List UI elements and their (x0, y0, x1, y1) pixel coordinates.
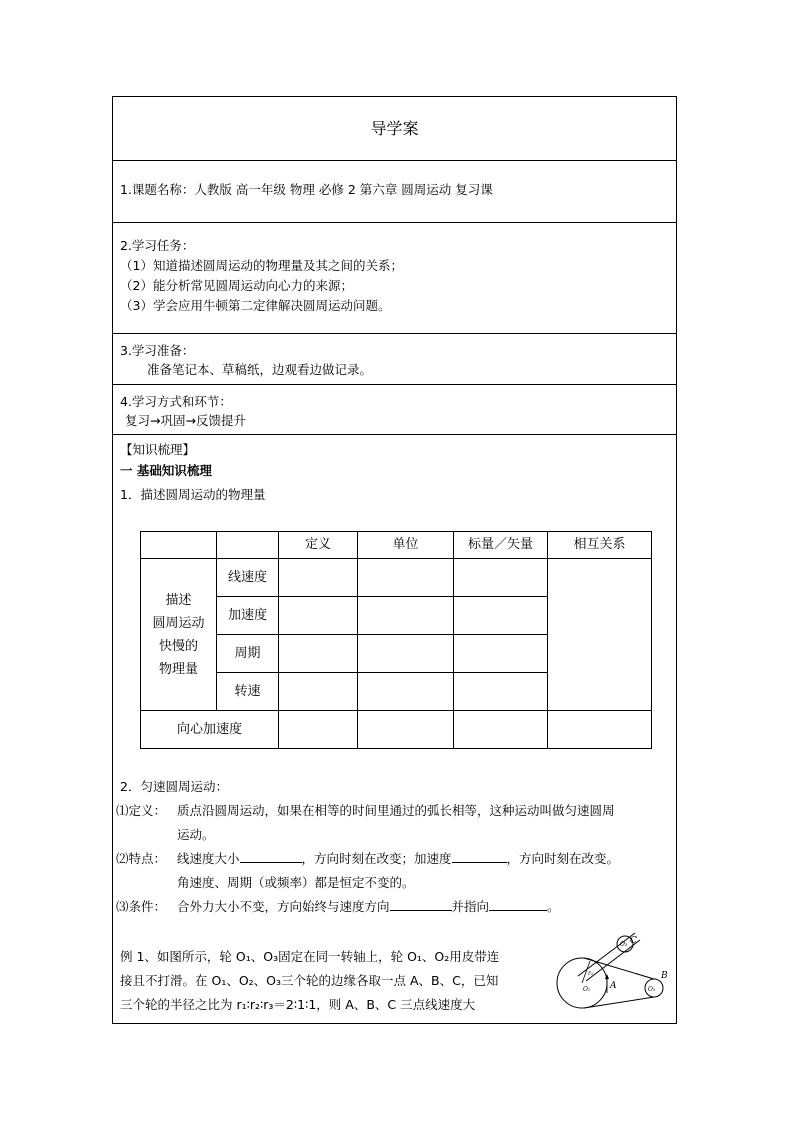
label-r1: r₁ (588, 970, 594, 977)
feature-text: 角速度、周期（或频率）都是恒定不变的。 (177, 875, 415, 890)
prep-heading: 3.学习准备： (120, 343, 195, 358)
answer-cell (358, 673, 454, 711)
relation-cell (548, 559, 652, 711)
answer-cell (358, 635, 454, 673)
definition-text: 运动。 (177, 827, 215, 842)
row-label: 周期 (217, 635, 279, 673)
condition-part: 并指向 (451, 899, 490, 914)
task-item: （2）能分析常见圆周运动向心力的来源； (120, 278, 353, 293)
row-label: 线速度 (217, 559, 279, 597)
knowledge-item-2: 2．匀速圆周运动： (120, 779, 228, 794)
tasks-row (113, 223, 676, 334)
feature-label: ⑵特点： (116, 851, 167, 866)
table-header: 定义 (279, 532, 358, 559)
answer-cell (454, 559, 548, 597)
label-o2: O₂ (648, 986, 656, 993)
condition-part: 合外力大小不变，方向始终与速度方向 (177, 899, 390, 914)
example-text: 接且不打滑。在 O₁、O₂、O₃三个轮的边缘各取一点 A、B、C，已知 (120, 973, 499, 988)
table-header: 相互关系 (548, 532, 652, 559)
feature-part: ，方向时刻在改变；加速度 (301, 851, 452, 866)
label-a: A (610, 981, 617, 991)
answer-blank[interactable] (240, 849, 302, 863)
group-label-line: 圆周运动 (152, 615, 205, 631)
feature-part: 线速度大小 (177, 851, 240, 866)
answer-cell (279, 711, 358, 749)
answer-cell (358, 597, 454, 635)
belt-line (584, 997, 654, 1008)
table-header: 标量／矢量 (454, 532, 548, 559)
label-b: B (661, 971, 668, 981)
course-line: 1.课题名称：人教版 高一年级 物理 必修 2 第六章 圆周运动 复习课 (120, 182, 493, 197)
method-row (113, 385, 676, 435)
answer-cell (548, 711, 652, 749)
method-text: 复习→巩固→反馈提升 (125, 413, 246, 428)
feature-part: ，方向时刻在改变。 (506, 851, 620, 866)
page-title: 导学案 (370, 119, 419, 138)
knowledge-item-1: 1．描述圆周运动的物理量 (120, 487, 266, 502)
answer-cell (279, 597, 358, 635)
answer-cell (454, 711, 548, 749)
worksheet-frame (112, 96, 677, 1024)
tasks-heading: 2.学习任务： (120, 238, 195, 253)
group-label-line: 快慢的 (158, 638, 198, 654)
pulley-diagram (550, 931, 672, 1011)
answer-cell (358, 559, 454, 597)
answer-cell (454, 597, 548, 635)
task-item: （3）学会应用牛顿第二定律解决圆周运动问题。 (120, 298, 391, 313)
answer-cell (358, 711, 454, 749)
label-o3: O₃ (620, 941, 628, 948)
course-row (113, 161, 676, 223)
knowledge-sub-heading: 一 基础知识梳理 (120, 463, 212, 478)
condition-part: 。 (547, 899, 560, 914)
knowledge-section-heading: 【知识梳理】 (120, 442, 196, 457)
answer-cell (454, 635, 548, 673)
example-text: 例 1、如图所示，轮 O₁、O₃固定在同一转轴上，轮 O₁、O₂用皮带连 (120, 949, 500, 964)
prep-row (113, 334, 676, 385)
group-label-cell (141, 559, 217, 711)
answer-cell (279, 673, 358, 711)
answer-blank[interactable] (452, 849, 507, 863)
title-row (113, 97, 676, 161)
quantities-table (140, 531, 652, 749)
label-o1: O₁ (583, 986, 591, 993)
row-label: 转速 (217, 673, 279, 711)
label-c: C (630, 936, 637, 946)
example-text: 三个轮的半径之比为 r₁∶r₂∶r₃＝2∶1∶1，则 A、B、C 三点线速度大 (120, 997, 476, 1012)
condition-text (177, 897, 560, 916)
answer-cell (279, 635, 358, 673)
table-header: 单位 (358, 532, 454, 559)
prep-text: 准备笔记本、草稿纸，边观看边做记录。 (147, 362, 373, 377)
definition-text: 质点沿圆周运动，如果在相等的时间里通过的弧长相等，这种运动叫做匀速圆周 (177, 803, 615, 818)
answer-blank[interactable] (489, 897, 547, 911)
table-corner (217, 532, 279, 559)
row-label: 加速度 (217, 597, 279, 635)
condition-label: ⑶条件： (116, 899, 167, 914)
feature-text (177, 849, 619, 868)
answer-blank[interactable] (390, 897, 452, 911)
definition-label: ⑴定义： (116, 803, 167, 818)
method-heading: 4.学习方式和环节： (120, 394, 232, 409)
task-item: （1）知道描述圆周运动的物理量及其之间的关系； (120, 258, 403, 273)
row-label: 向心加速度 (141, 711, 279, 749)
group-label-line: 描述 (165, 592, 192, 608)
answer-cell (279, 559, 358, 597)
shaft-line (586, 940, 640, 981)
belt-line (584, 958, 654, 979)
answer-cell (454, 673, 548, 711)
table-corner (141, 532, 217, 559)
group-label-line: 物理量 (158, 661, 198, 677)
